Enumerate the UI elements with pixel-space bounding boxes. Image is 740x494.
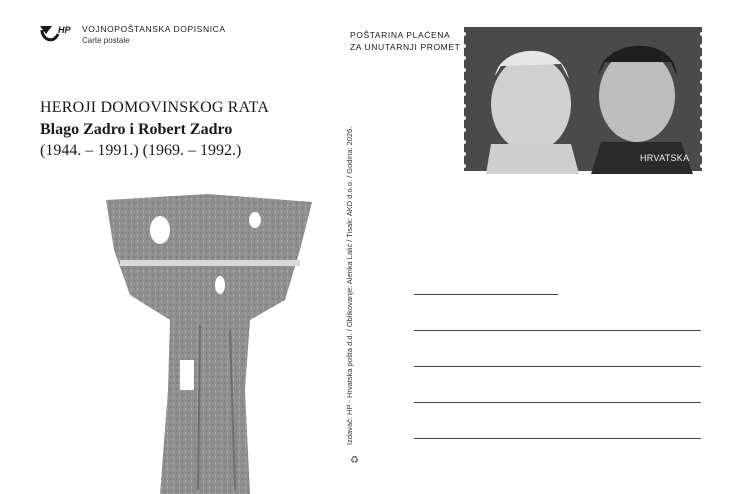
water-tower-illustration bbox=[100, 190, 315, 494]
logo-text: HP bbox=[58, 25, 71, 35]
postage-paid-line1: POŠTARINA PLAĆENA bbox=[350, 30, 451, 40]
card-names: Blago Zadro i Robert Zadro bbox=[40, 121, 233, 138]
address-line[interactable] bbox=[414, 330, 701, 331]
address-line[interactable] bbox=[414, 438, 701, 439]
address-line[interactable] bbox=[414, 402, 701, 403]
publisher-imprint: Izdavač: HP - Hrvatska pošta d.d. / Oblikovanje: Alenka Lalić / Tisak: AKD d.o.o. / Godina: 2026. bbox=[345, 126, 354, 445]
address-line[interactable] bbox=[414, 366, 701, 367]
card-years: (1944. – 1991.) (1969. – 1992.) bbox=[40, 142, 242, 159]
posthorn-icon bbox=[38, 22, 72, 48]
recycle-icon: ♻ bbox=[350, 455, 359, 466]
address-line[interactable] bbox=[414, 294, 558, 295]
brand-title: VOJNOPOŠTANSKA DOPISNICA bbox=[82, 24, 226, 34]
postage-paid-line2: ZA UNUTARNJI PROMET bbox=[350, 42, 461, 52]
stamp-image bbox=[461, 24, 705, 174]
card-title: HEROJI DOMOVINSKOG RATA bbox=[40, 99, 270, 116]
brand-subtitle: Carte postale bbox=[82, 36, 130, 45]
stamp-country-label: HRVATSKA bbox=[640, 153, 690, 163]
